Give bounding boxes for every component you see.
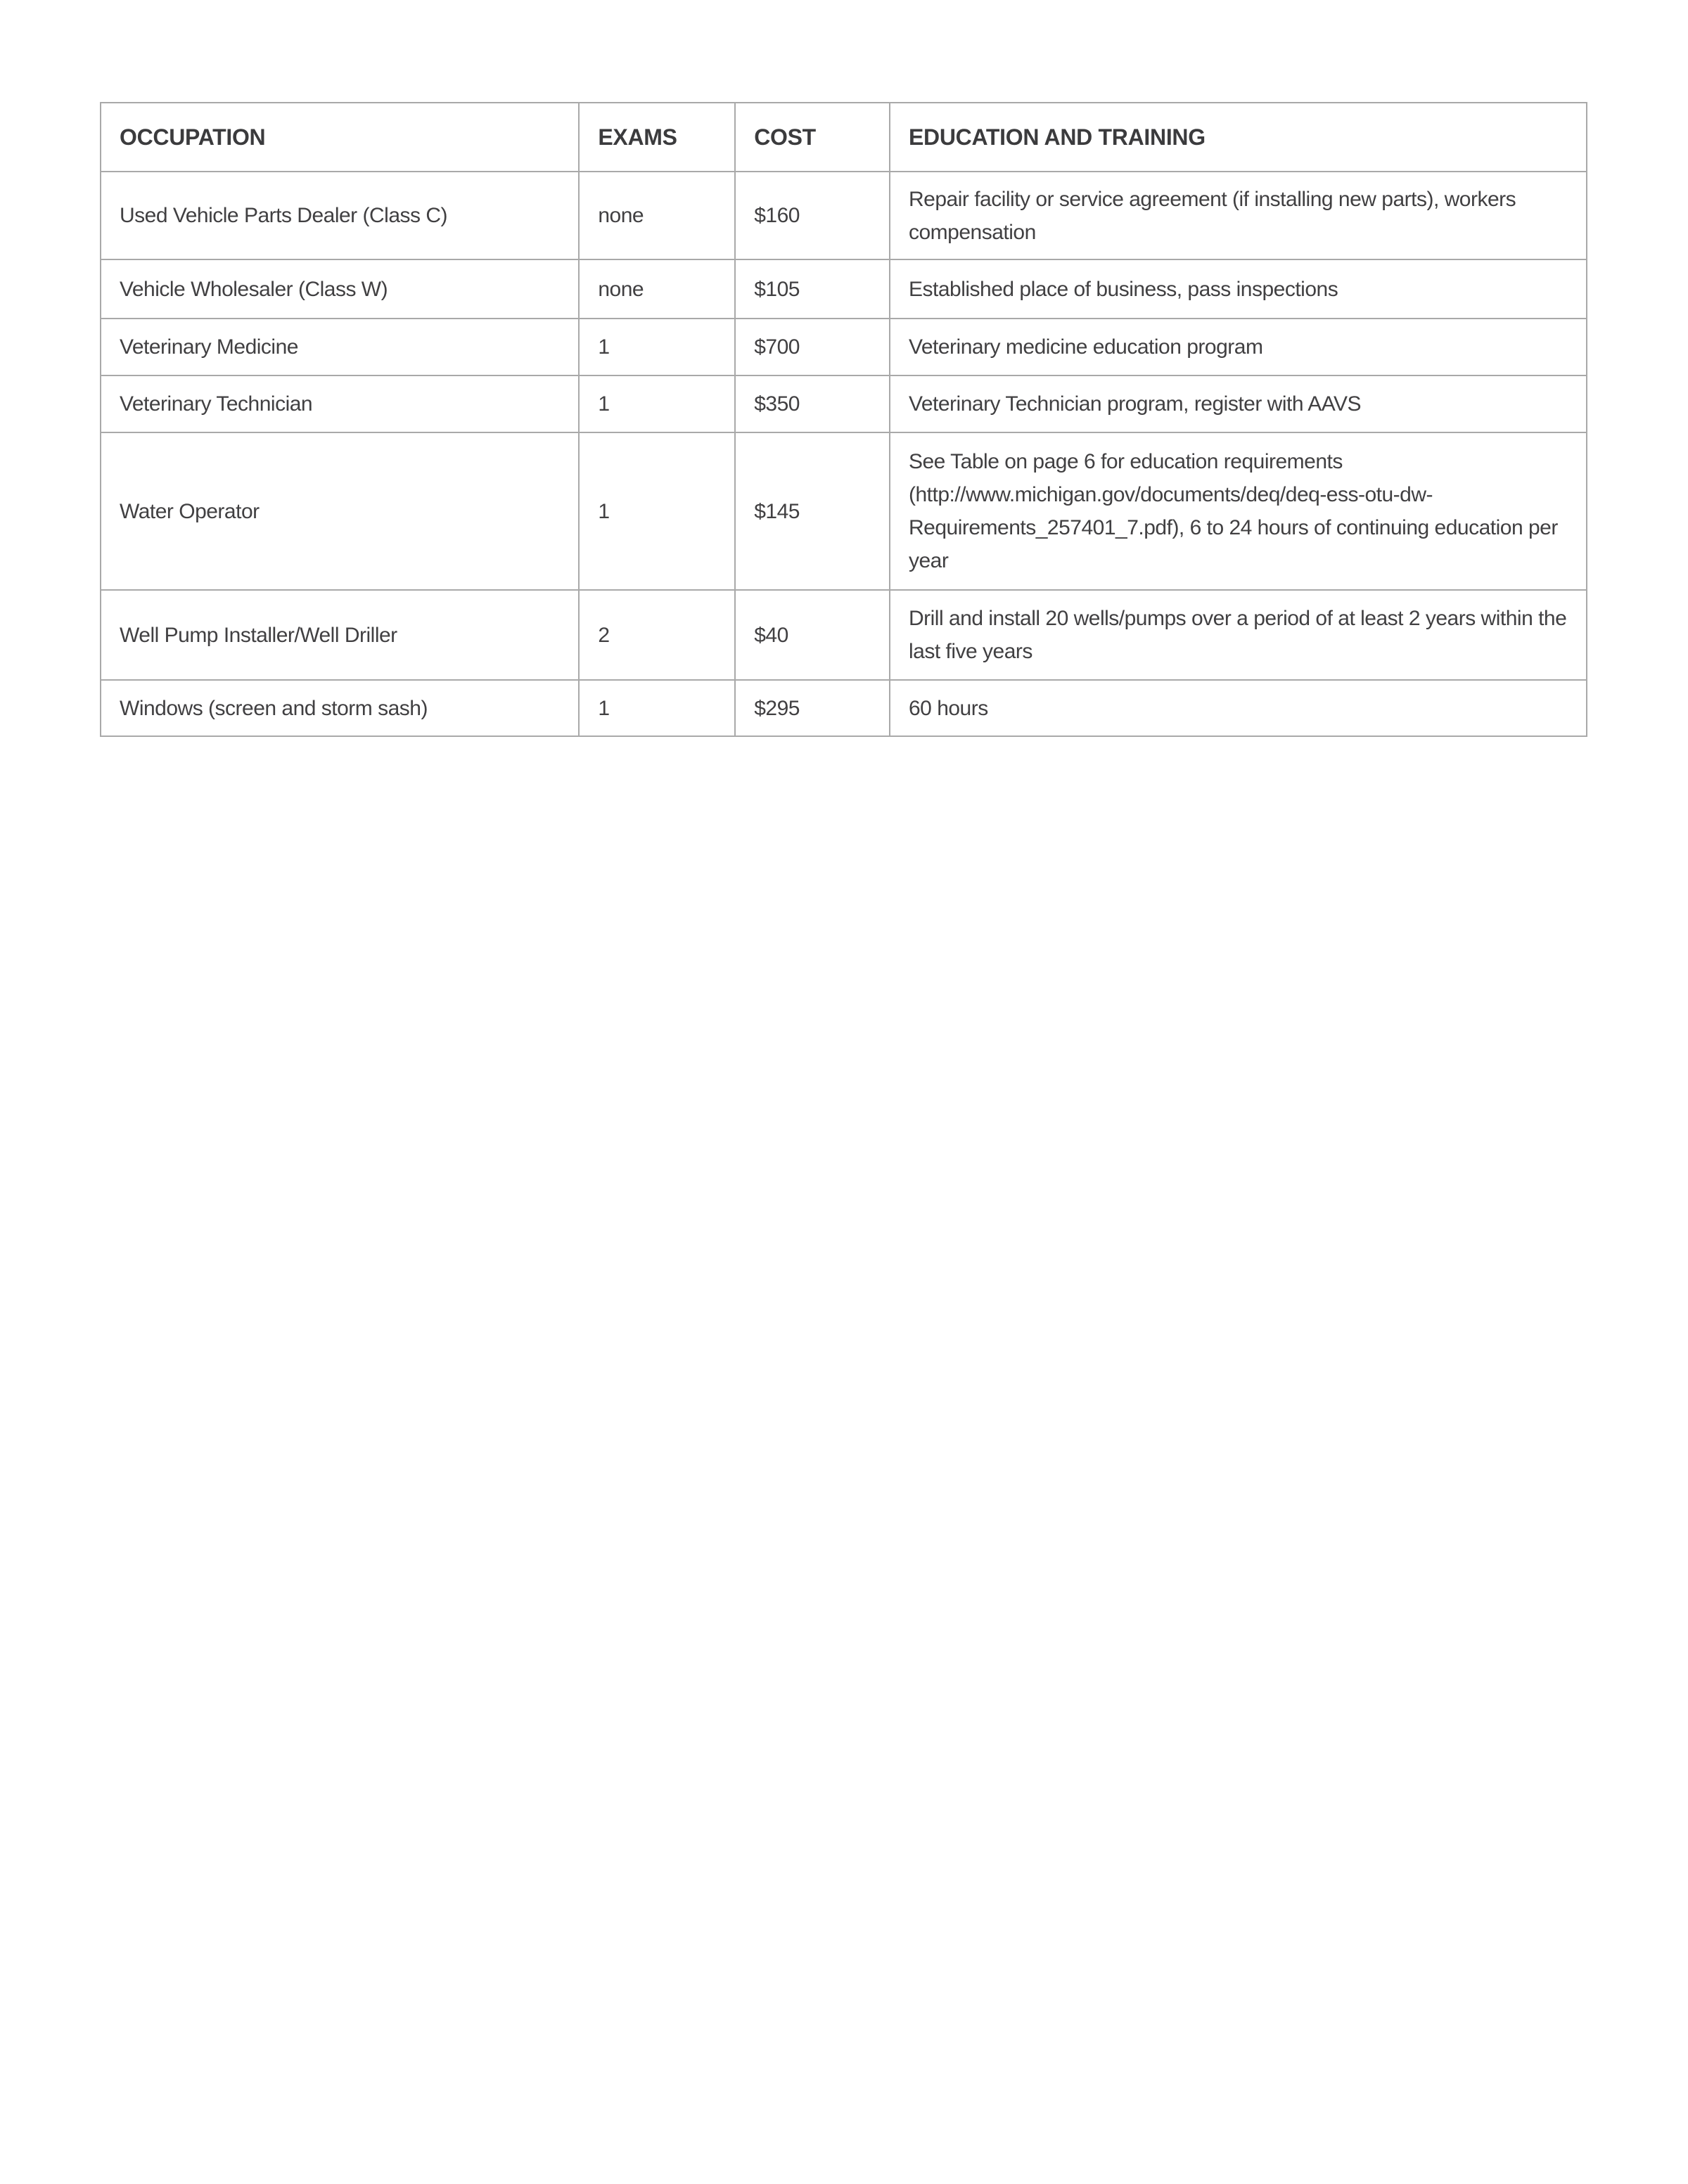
cell-education: Repair facility or service agreement (if installing new parts), workers compensation (890, 172, 1587, 259)
cell-exams: 1 (579, 375, 735, 432)
cell-occupation: Veterinary Technician (101, 375, 579, 432)
cell-exams: 1 (579, 680, 735, 736)
table-row (101, 375, 1587, 432)
table-header-row (101, 103, 1587, 172)
column-header-education-and-training: EDUCATION AND TRAINING (890, 103, 1587, 172)
cell-cost: $40 (735, 590, 890, 680)
cell-cost: $350 (735, 375, 890, 432)
cell-occupation: Vehicle Wholesaler (Class W) (101, 259, 579, 319)
cell-exams: 2 (579, 590, 735, 680)
cell-occupation: Used Vehicle Parts Dealer (Class C) (101, 172, 579, 259)
table-row (101, 432, 1587, 590)
cell-cost: $295 (735, 680, 890, 736)
table-row (101, 172, 1587, 259)
cell-occupation: Veterinary Medicine (101, 319, 579, 375)
table-row (101, 259, 1587, 319)
cell-education: Veterinary Technician program, register with AAVS (890, 375, 1587, 432)
cell-occupation: Well Pump Installer/Well Driller (101, 590, 579, 680)
cell-education: Established place of business, pass inspections (890, 259, 1587, 319)
cell-education: 60 hours (890, 680, 1587, 736)
cell-occupation: Windows (screen and storm sash) (101, 680, 579, 736)
table-row (101, 680, 1587, 736)
cell-cost: $145 (735, 432, 890, 590)
column-header-exams: EXAMS (579, 103, 735, 172)
table-row (101, 590, 1587, 680)
cell-exams: 1 (579, 432, 735, 590)
cell-education: See Table on page 6 for education requirements (http://www.michigan.gov/documents/deq/deq-ess-otu-dw-Requirements_257401_7.pdf), 6 to 24 hours of continuing education per year (890, 432, 1587, 590)
cell-exams: none (579, 172, 735, 259)
occupation-license-table (100, 102, 1587, 737)
table-row (101, 319, 1587, 375)
cell-exams: none (579, 259, 735, 319)
cell-cost: $160 (735, 172, 890, 259)
column-header-cost: COST (735, 103, 890, 172)
cell-education: Veterinary medicine education program (890, 319, 1587, 375)
column-header-occupation: OCCUPATION (101, 103, 579, 172)
cell-cost: $700 (735, 319, 890, 375)
cell-cost: $105 (735, 259, 890, 319)
cell-education: Drill and install 20 wells/pumps over a period of at least 2 years within the last five years (890, 590, 1587, 680)
cell-occupation: Water Operator (101, 432, 579, 590)
cell-exams: 1 (579, 319, 735, 375)
